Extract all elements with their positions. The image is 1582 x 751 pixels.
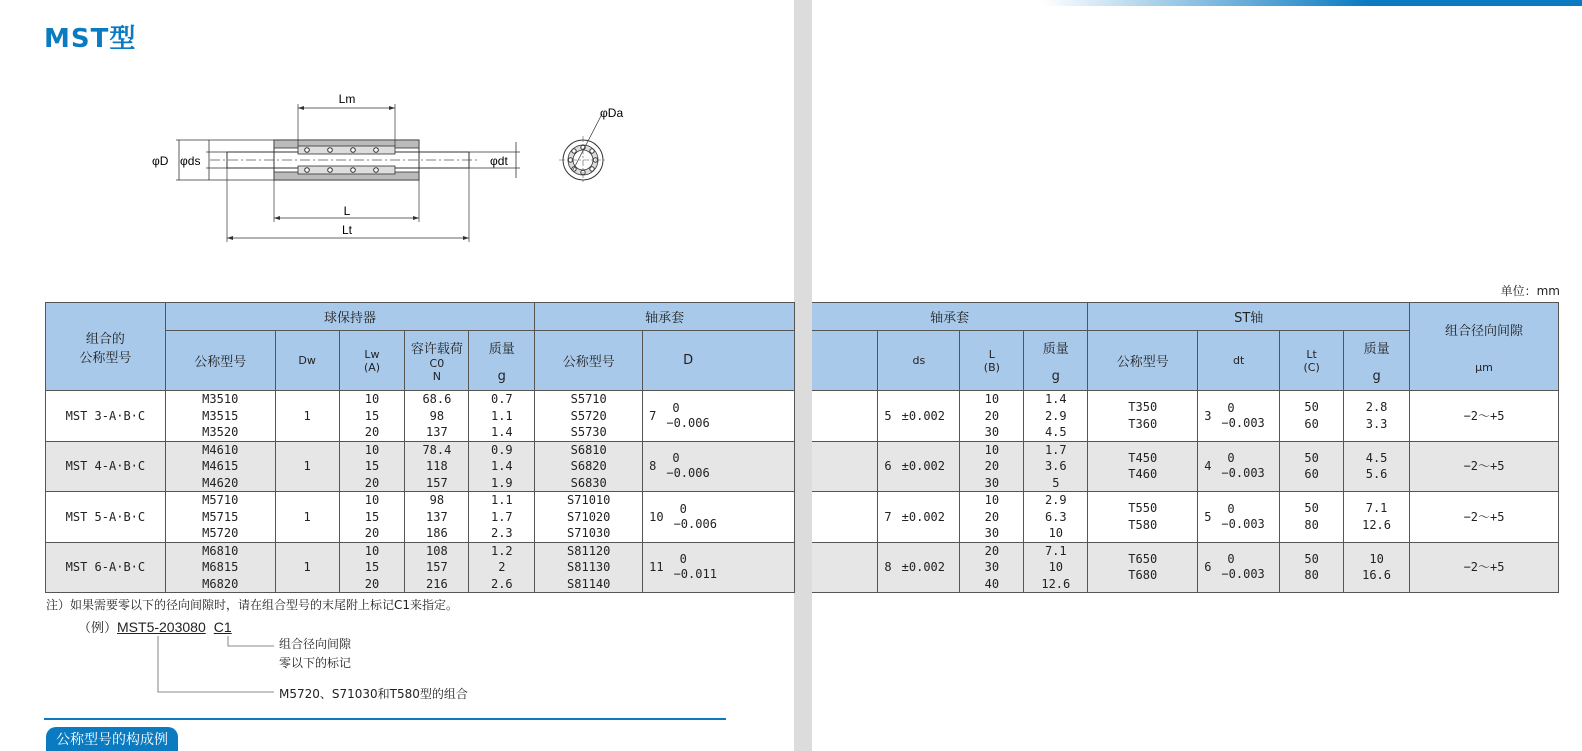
th-shaft-mass: 质量 g	[1344, 331, 1410, 391]
example-line: （例）MST5-203080 C1	[78, 619, 232, 636]
spec-table-left	[45, 302, 795, 593]
table-row: 5 ±0.002 10 20 30 1.4 2.9 4.5 T350 T360 3 0 −0.003 50 60 2.8 3.3 −2〜+5	[812, 391, 1559, 442]
th-clearance: 组合径向间隙 μm	[1410, 303, 1559, 391]
th-load: 容许载荷 C0 N	[405, 331, 469, 391]
th-st-shaft: ST轴	[1088, 303, 1410, 331]
th-lw: Lw (A)	[339, 331, 405, 391]
example-suffix: C1	[213, 619, 232, 635]
th-dw: Dw	[275, 331, 339, 391]
leader-clearance: 组合径向间隙 零以下的标记	[279, 637, 352, 670]
th-mass: 质量 g	[469, 331, 535, 391]
th-model: 组合的 公称型号	[46, 303, 166, 391]
dim-ds: φds	[180, 154, 201, 168]
table-row: MST 3-A·B·C M3510 M3515 M3520 1 10 15 20 68.6 98 137 0.7 1.1 1.4 S5710 S5720 S5730 7 0 −0.006	[46, 391, 795, 442]
table-row: 6 ±0.002 10 20 30 1.7 3.6 5 T450 T460 4 0 −0.003 50 60 4.5 5.6 −2〜+5	[812, 441, 1559, 492]
example-code: MST5-203080	[117, 619, 206, 635]
page-gutter	[794, 0, 812, 751]
th-retainer-nominal: 公称型号	[165, 331, 275, 391]
mst-drawing	[140, 90, 660, 250]
th-l: L (B)	[960, 331, 1024, 391]
th-shaft-nominal: 公称型号	[1088, 331, 1198, 391]
dim-dt: φdt	[490, 154, 508, 168]
table-row: MST 6-A·B·C M6810 M6815 M6820 1 10 15 20 108 157 216 1.2 2 2.6 S81120 S81130 S81140 11 0 −0.011	[46, 542, 795, 593]
th-ball-retainer: 球保持器	[165, 303, 534, 331]
th-lt: Lt (C)	[1280, 331, 1344, 391]
table-row: 8 ±0.002 20 30 40 7.1 10 12.6 T650 T680 6 0 −0.003 50 80 10 16.6 −2〜+5	[812, 542, 1559, 593]
table-row: MST 5-A·B·C M5710 M5715 M5720 1 10 15 20 98 137 186 1.1 1.7 2.3 S71010 S71020 S71030 10 0 −0.006	[46, 492, 795, 543]
unit-label: 单位：mm	[1500, 284, 1560, 298]
th-r-mass: 质量 g	[1024, 331, 1088, 391]
th-sleeve-d: D	[643, 331, 795, 391]
example-leaders	[150, 634, 290, 698]
dim-d: φD	[152, 154, 169, 168]
section-badge: 公称型号的构成例	[46, 727, 178, 751]
th-r-bearing-sleeve: 轴承套	[812, 303, 1088, 331]
leader-combination: M5720、S71030和T580型的组合	[279, 687, 468, 701]
page-title: MST型	[44, 24, 137, 54]
th-ds: ds	[878, 331, 960, 391]
th-bearing-sleeve: 轴承套	[535, 303, 795, 331]
section-rule	[44, 718, 726, 720]
th-sleeve-nominal: 公称型号	[535, 331, 643, 391]
spec-table-right	[812, 302, 1559, 593]
footnote: 注）如果需要零以下的径向间隙时，请在组合型号的末尾附上标记C1来指定。	[46, 598, 459, 612]
dim-l: L	[343, 204, 351, 218]
top-accent-bar	[1042, 0, 1582, 6]
dim-lm: Lm	[338, 92, 356, 106]
table-row: 7 ±0.002 10 20 30 2.9 6.3 10 T550 T580 5 0 −0.003 50 80 7.1 12.6 −2〜+5	[812, 492, 1559, 543]
dim-lt: Lt	[341, 223, 353, 237]
table-row: MST 4-A·B·C M4610 M4615 M4620 1 10 15 20 78.4 118 157 0.9 1.4 1.9 S6810 S6820 S6830 8 0 −0.006	[46, 441, 795, 492]
dim-da: φDa	[600, 106, 624, 120]
th-dt: dt	[1198, 331, 1280, 391]
